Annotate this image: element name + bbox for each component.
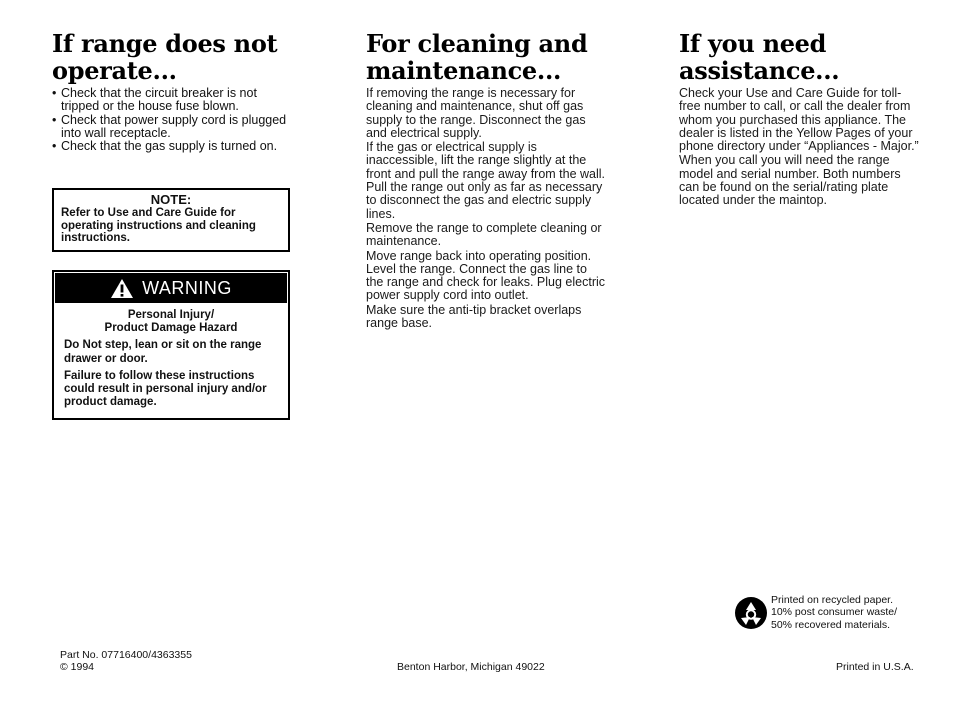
recycled-paper-text [771, 594, 897, 631]
printed-in: Printed in U.S.A. [836, 661, 914, 673]
section-title-need-assistance [679, 30, 919, 84]
cleaning-instructions [366, 87, 606, 330]
checklist-item: • Check that power supply cord is plugged into wall receptacle. [52, 114, 292, 141]
paragraph: When you call you will need the range model and serial number. Both numbers can be found on the serial/rating plate located under the maintop. [679, 153, 901, 208]
recycled-paper-notice [734, 594, 897, 631]
paragraph: If removing the range is necessary for cleaning and maintenance, shut off gas supply to the range. Disconnect the gas and electrical supply. [366, 86, 586, 140]
title-line-1: For cleaning and [366, 29, 588, 58]
paragraph: Move range back into operating position. Level the range. Connect the gas line to the range and check for leaks. Plug electric power supply cord into outlet. [366, 248, 606, 303]
recycled-line-3: 50% recovered materials. [771, 618, 891, 631]
title-line-1: If range does not [52, 29, 278, 58]
paragraph: Remove the range to complete cleaning or maintenance. [366, 220, 602, 249]
location: Benton Harbor, Michigan 49022 [397, 661, 545, 673]
warning-label: WARNING [142, 277, 232, 298]
hazard-line-2: Product Damage Hazard [104, 322, 238, 335]
recycled-line-1: Printed on recycled paper. [771, 594, 893, 606]
recycled-line-2: 10% post consumer waste/ [771, 606, 898, 619]
title-line-1: If you need [679, 29, 827, 58]
part-number-block [60, 649, 192, 673]
part-number: Part No. 07716400/4363355 [60, 649, 192, 661]
warning-body [54, 304, 288, 414]
copyright: © 1994 [60, 661, 95, 673]
section-title-range-does-not-operate [52, 30, 292, 84]
title-line-2: maintenance... [366, 56, 562, 85]
section-need-assistance [679, 30, 919, 209]
note-text: Refer to Use and Care Guide for operating instructions and cleaning instructions. [61, 207, 256, 245]
section-range-does-not-operate [52, 29, 292, 409]
paragraph: If the gas or electrical supply is inaccessible, lift the range slightly at the front and pull the range away from the wall. Pull the range out only as far as necessary to disconnect the gas and electric supply lines. [366, 140, 606, 221]
warning-instruction-bold: Do Not step, lean or sit on the range [64, 339, 262, 352]
warning-box [52, 270, 290, 420]
recycle-icon [734, 596, 768, 630]
warning-instruction-rest: drawer or door. [64, 352, 148, 365]
assistance-instructions [679, 87, 919, 208]
warning-instruction [64, 339, 278, 365]
paragraph: Make sure the anti-tip bracket overlaps range base. [366, 302, 582, 331]
title-line-2: assistance... [679, 56, 840, 85]
checklist [52, 87, 292, 153]
title-line-2: operate... [52, 56, 177, 85]
note-box [52, 188, 290, 252]
paragraph: Check your Use and Care Guide for toll-free number to call, or call the dealer from whom you purchased this appliance. The dealer is listed in the Yellow Pages of your phone directory under “Appliances - Major.” [679, 86, 919, 154]
section-cleaning-maintenance [366, 30, 606, 331]
warning-consequence: Failure to follow these instructions could result in personal injury and/or product damage. [64, 369, 267, 409]
checklist-item: • Check that the circuit breaker is not tripped or the house fuse blown. [52, 87, 292, 114]
hazard-line-1: Personal Injury/ [127, 309, 215, 321]
checklist-item: • Check that the gas supply is turned on. [52, 140, 292, 153]
section-title-cleaning-maintenance [366, 30, 606, 84]
warning-triangle-icon [110, 278, 134, 299]
warning-header [55, 273, 287, 303]
note-title: NOTE: [150, 192, 192, 207]
